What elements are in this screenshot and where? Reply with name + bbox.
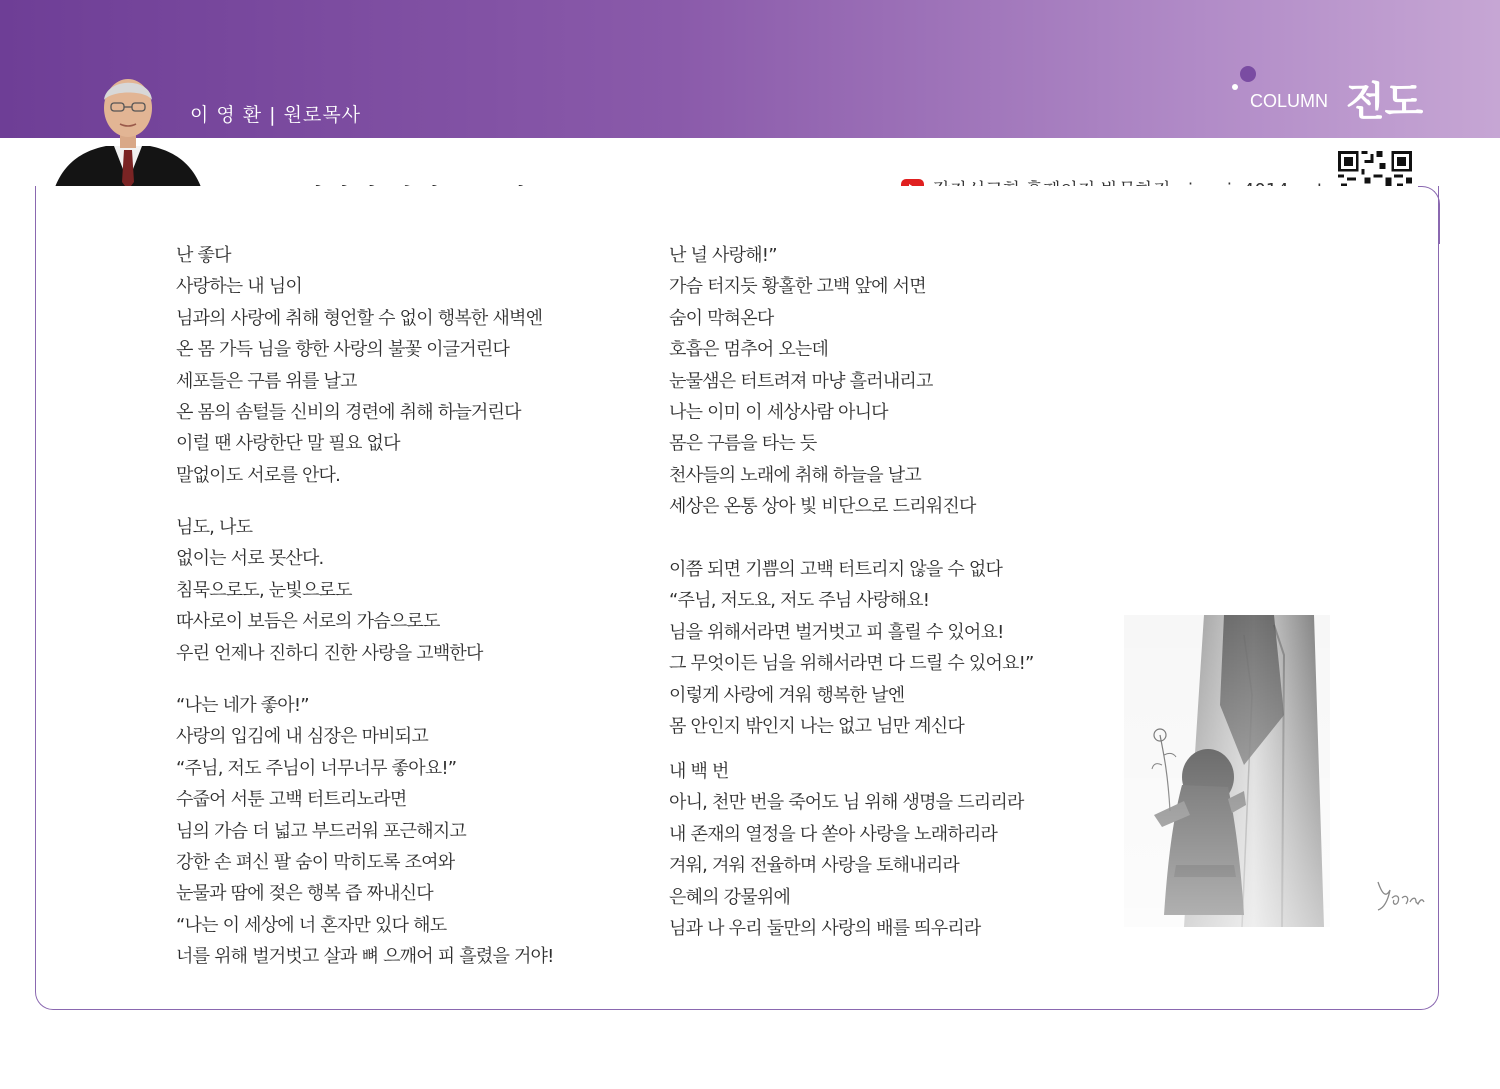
poem-line: 내 백 번 bbox=[669, 761, 729, 782]
poem-line: 온 몸 가득 님을 향한 사랑의 불꽃 이글거린다 bbox=[176, 339, 510, 361]
poem-line: 이쯤 되면 기쁨의 고백 터트리지 않을 수 없다 bbox=[669, 559, 1003, 580]
column-category: 전도 bbox=[1346, 79, 1424, 125]
poem-line: 호흡은 멈추어 오는데 bbox=[669, 339, 829, 361]
poem-line: 온 몸의 솜털들 신비의 경련에 취해 하늘거린다 bbox=[176, 402, 521, 423]
poem-line: 님을 위해서라면 벌거벗고 피 흘릴 수 있어요! bbox=[669, 621, 1004, 643]
poem-line: 은혜의 강물위에 bbox=[669, 886, 791, 908]
poem-line: 세상은 온통 상아 빛 비단으로 드리워진다 bbox=[669, 496, 976, 518]
child-embracing-jesus-illustration bbox=[1124, 615, 1330, 927]
frame-corner bbox=[1418, 186, 1440, 244]
column-tag bbox=[1232, 64, 1432, 125]
poem-line: 침묵으로도, 눈빛으로도 bbox=[176, 579, 352, 601]
poem-line: 님의 가슴 더 넓고 부드러워 포근해지고 bbox=[176, 820, 467, 842]
poem-line: 그 무엇이든 님을 위해서라면 다 드릴 수 있어요!” bbox=[669, 653, 1034, 675]
poem-line: 몸은 구름을 타는 듯 bbox=[669, 433, 817, 455]
poem-line: 님도, 나도 bbox=[176, 517, 253, 538]
poem-line: “나는 이 세상에 너 혼자만 있다 해도 bbox=[176, 914, 447, 936]
poem-line: “주님, 저도 주님이 너무너무 좋아요!” bbox=[176, 757, 457, 779]
poem-line: 없이는 서로 못산다. bbox=[176, 548, 324, 570]
poem-line: 눈물샘은 터트려져 마냥 흘러내리고 bbox=[669, 370, 933, 392]
poem-line: 숨이 막혀온다 bbox=[669, 307, 774, 329]
poem-line: 사랑의 입김에 내 심장은 마비되고 bbox=[176, 726, 428, 748]
poem-line: 아니, 천만 번을 죽어도 님 위해 생명을 드리리라 bbox=[669, 792, 1024, 814]
poem-line: “나는 네가 좋아!” bbox=[176, 695, 309, 716]
poem-line: 강한 손 펴신 팔 숨이 막히도록 조여와 bbox=[176, 852, 455, 873]
poem-line: 내 존재의 열정을 다 쏟아 사랑을 노래하리라 bbox=[669, 823, 998, 845]
poem-line: 눈물과 땀에 젖은 행복 즙 짜내신다 bbox=[176, 883, 433, 905]
poem-line: 우린 언제나 진하디 진한 사랑을 고백한다 bbox=[176, 642, 483, 664]
poem-line: 겨워, 겨워 전율하며 사랑을 토해내리라 bbox=[669, 855, 960, 877]
artist-signature bbox=[1372, 876, 1428, 914]
poem-line: 나는 이미 이 세상사람 아니다 bbox=[669, 402, 888, 423]
poem-line: 수줍어 서툰 고백 터트리노라면 bbox=[176, 789, 407, 811]
poem-line: 이렇게 사랑에 겨워 행복한 날엔 bbox=[669, 684, 905, 706]
poem-line: “주님, 저도요, 저도 주님 사랑해요! bbox=[669, 590, 930, 612]
poem-line: 사랑하는 내 님이 bbox=[176, 276, 302, 298]
poem-line: 천사들의 노래에 취해 하늘을 날고 bbox=[669, 464, 921, 486]
poem-line: 님과의 사랑에 취해 형언할 수 없이 행복한 새벽엔 bbox=[176, 307, 543, 329]
poem-line: 따사로이 보듬은 서로의 가슴으로도 bbox=[176, 611, 440, 633]
poem-line: 난 널 사랑해!” bbox=[669, 245, 777, 266]
decorative-dot-small bbox=[1232, 84, 1238, 90]
poem-line: 이럴 땐 사랑한단 말 필요 없다 bbox=[176, 433, 400, 455]
poem-line: 너를 위해 벌거벗고 살과 뼈 으깨어 피 흘렸을 거야! bbox=[176, 946, 554, 968]
decorative-dot bbox=[1240, 66, 1256, 82]
poem-line: 몸 안인지 밖인지 나는 없고 님만 계신다 bbox=[669, 716, 964, 737]
poem-line: 님과 나 우리 둘만의 사랑의 배를 띄우리라 bbox=[669, 918, 981, 939]
poem-line: 말없이도 서로를 안다. bbox=[176, 464, 341, 486]
poem-line: 세포들은 구름 위를 날고 bbox=[176, 370, 357, 392]
poem-line: 가슴 터지듯 황홀한 고백 앞에 서면 bbox=[669, 276, 926, 298]
column-label: COLUMN bbox=[1250, 91, 1329, 111]
poem-line: 난 좋다 bbox=[176, 245, 231, 266]
frame-gap bbox=[36, 186, 1436, 244]
author-name: 이 영 환 | 원로목사 bbox=[190, 104, 362, 126]
